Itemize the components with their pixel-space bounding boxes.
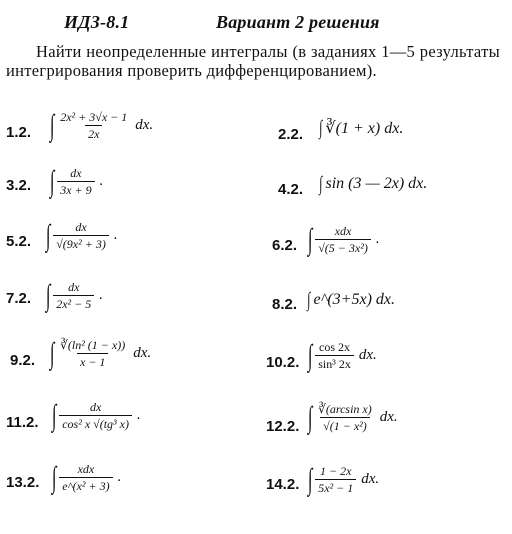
punctuation: .	[99, 173, 104, 189]
punctuation: .	[136, 407, 141, 423]
task-expression	[50, 400, 141, 431]
integrand: e^(3+5x) dx.	[313, 291, 395, 308]
punctuation: .	[117, 469, 122, 485]
variant-title: Вариант 2 решения	[216, 12, 380, 32]
numerator: dx	[89, 400, 102, 414]
integral-sign: ∫	[51, 460, 57, 494]
numerator: dx	[68, 280, 80, 294]
fraction	[315, 224, 371, 255]
numerator: cos 2x	[319, 340, 351, 354]
integral-sign: ∫	[307, 400, 313, 434]
task-number: 14.2.	[266, 476, 300, 493]
task-expression	[306, 340, 377, 371]
task-number: 4.2.	[278, 181, 304, 198]
task-number: 12.2.	[266, 418, 300, 435]
numerator: xdx	[77, 462, 95, 476]
task-expression	[48, 166, 103, 197]
fraction	[57, 110, 130, 141]
instruction-text	[6, 42, 500, 80]
fraction	[315, 340, 354, 371]
punctuation: .	[375, 231, 380, 247]
task-expression	[50, 462, 121, 493]
numerator: dx	[75, 220, 87, 234]
task-expression	[306, 224, 380, 255]
denominator: √(1 − x²)	[320, 417, 370, 433]
integral-sign: ∫	[307, 462, 313, 496]
integral-sign: ∫	[319, 173, 323, 195]
integral-sign: ∫	[45, 218, 51, 252]
numerator: ∛(arcsin x)	[318, 402, 372, 416]
denominator: 5x² − 1	[315, 479, 356, 495]
task-number: 11.2.	[6, 414, 39, 431]
task-expression	[306, 402, 398, 433]
integral-sign: ∫	[307, 289, 311, 311]
integral-sign: ∫	[49, 164, 55, 198]
task-number: 13.2.	[6, 474, 40, 491]
integrand: ∛(1 + x) dx.	[325, 120, 404, 137]
integral-sign: ∫	[319, 117, 323, 139]
numerator: ∛(ln² (1 − x))	[60, 338, 126, 352]
task-number: 1.2.	[6, 124, 32, 141]
differential: dx.	[133, 345, 152, 361]
denominator: √(5 − 3x²)	[315, 239, 371, 255]
denominator: √(9x² + 3)	[53, 235, 109, 251]
task-expression	[306, 290, 395, 310]
numerator: xdx	[334, 224, 352, 238]
task-number: 8.2.	[272, 296, 298, 313]
differential: dx.	[135, 117, 154, 133]
denominator: cos² x √(tg³ x)	[59, 415, 132, 431]
integral-sign: ∫	[49, 108, 55, 142]
differential: dx.	[358, 347, 377, 363]
integral-sign: ∫	[51, 398, 57, 432]
fraction	[59, 400, 132, 431]
denominator: sin³ 2x	[315, 355, 354, 371]
integral-sign: ∫	[307, 222, 313, 256]
fraction	[57, 338, 128, 369]
fraction	[57, 166, 94, 197]
task-number: 2.2.	[278, 126, 304, 143]
integrand: sin (3 — 2x) dx.	[325, 175, 428, 192]
integral-sign: ∫	[49, 336, 55, 370]
task-expression	[318, 118, 403, 138]
task-expression	[44, 280, 103, 311]
differential: dx.	[361, 471, 380, 487]
task-expression	[306, 464, 379, 495]
numerator: 2x² + 3√x − 1	[60, 110, 128, 124]
denominator: 3x + 9	[57, 181, 94, 197]
fraction	[53, 220, 109, 251]
task-number: 3.2.	[6, 177, 32, 194]
assignment-title: ИДЗ-8.1	[64, 12, 130, 32]
fraction	[53, 280, 94, 311]
task-expression	[318, 174, 427, 194]
numerator: 1 − 2x	[320, 464, 352, 478]
task-expression	[48, 338, 151, 369]
task-number: 6.2.	[272, 237, 298, 254]
task-number: 7.2.	[6, 290, 32, 307]
denominator: x − 1	[77, 353, 108, 369]
task-number: 5.2.	[6, 233, 32, 250]
task-number: 9.2.	[10, 352, 36, 369]
task-expression	[44, 220, 118, 251]
fraction	[315, 464, 356, 495]
punctuation: .	[99, 287, 103, 303]
fraction	[315, 402, 375, 433]
task-expression	[48, 110, 153, 141]
fraction	[59, 462, 112, 493]
task-number: 10.2.	[266, 354, 300, 371]
punctuation: .	[113, 227, 118, 243]
denominator: 2x	[85, 125, 102, 141]
numerator: dx	[70, 166, 82, 180]
differential: dx.	[379, 409, 398, 425]
instruction-body: Найти неопределенные интегралы (в заданиях 1—5 результаты интегрирования проверить дифференцированием).	[6, 42, 500, 80]
integral-sign: ∫	[307, 338, 313, 372]
denominator: e^(x² + 3)	[59, 477, 112, 493]
denominator: 2x² − 5	[53, 295, 94, 311]
integral-sign: ∫	[45, 278, 51, 312]
